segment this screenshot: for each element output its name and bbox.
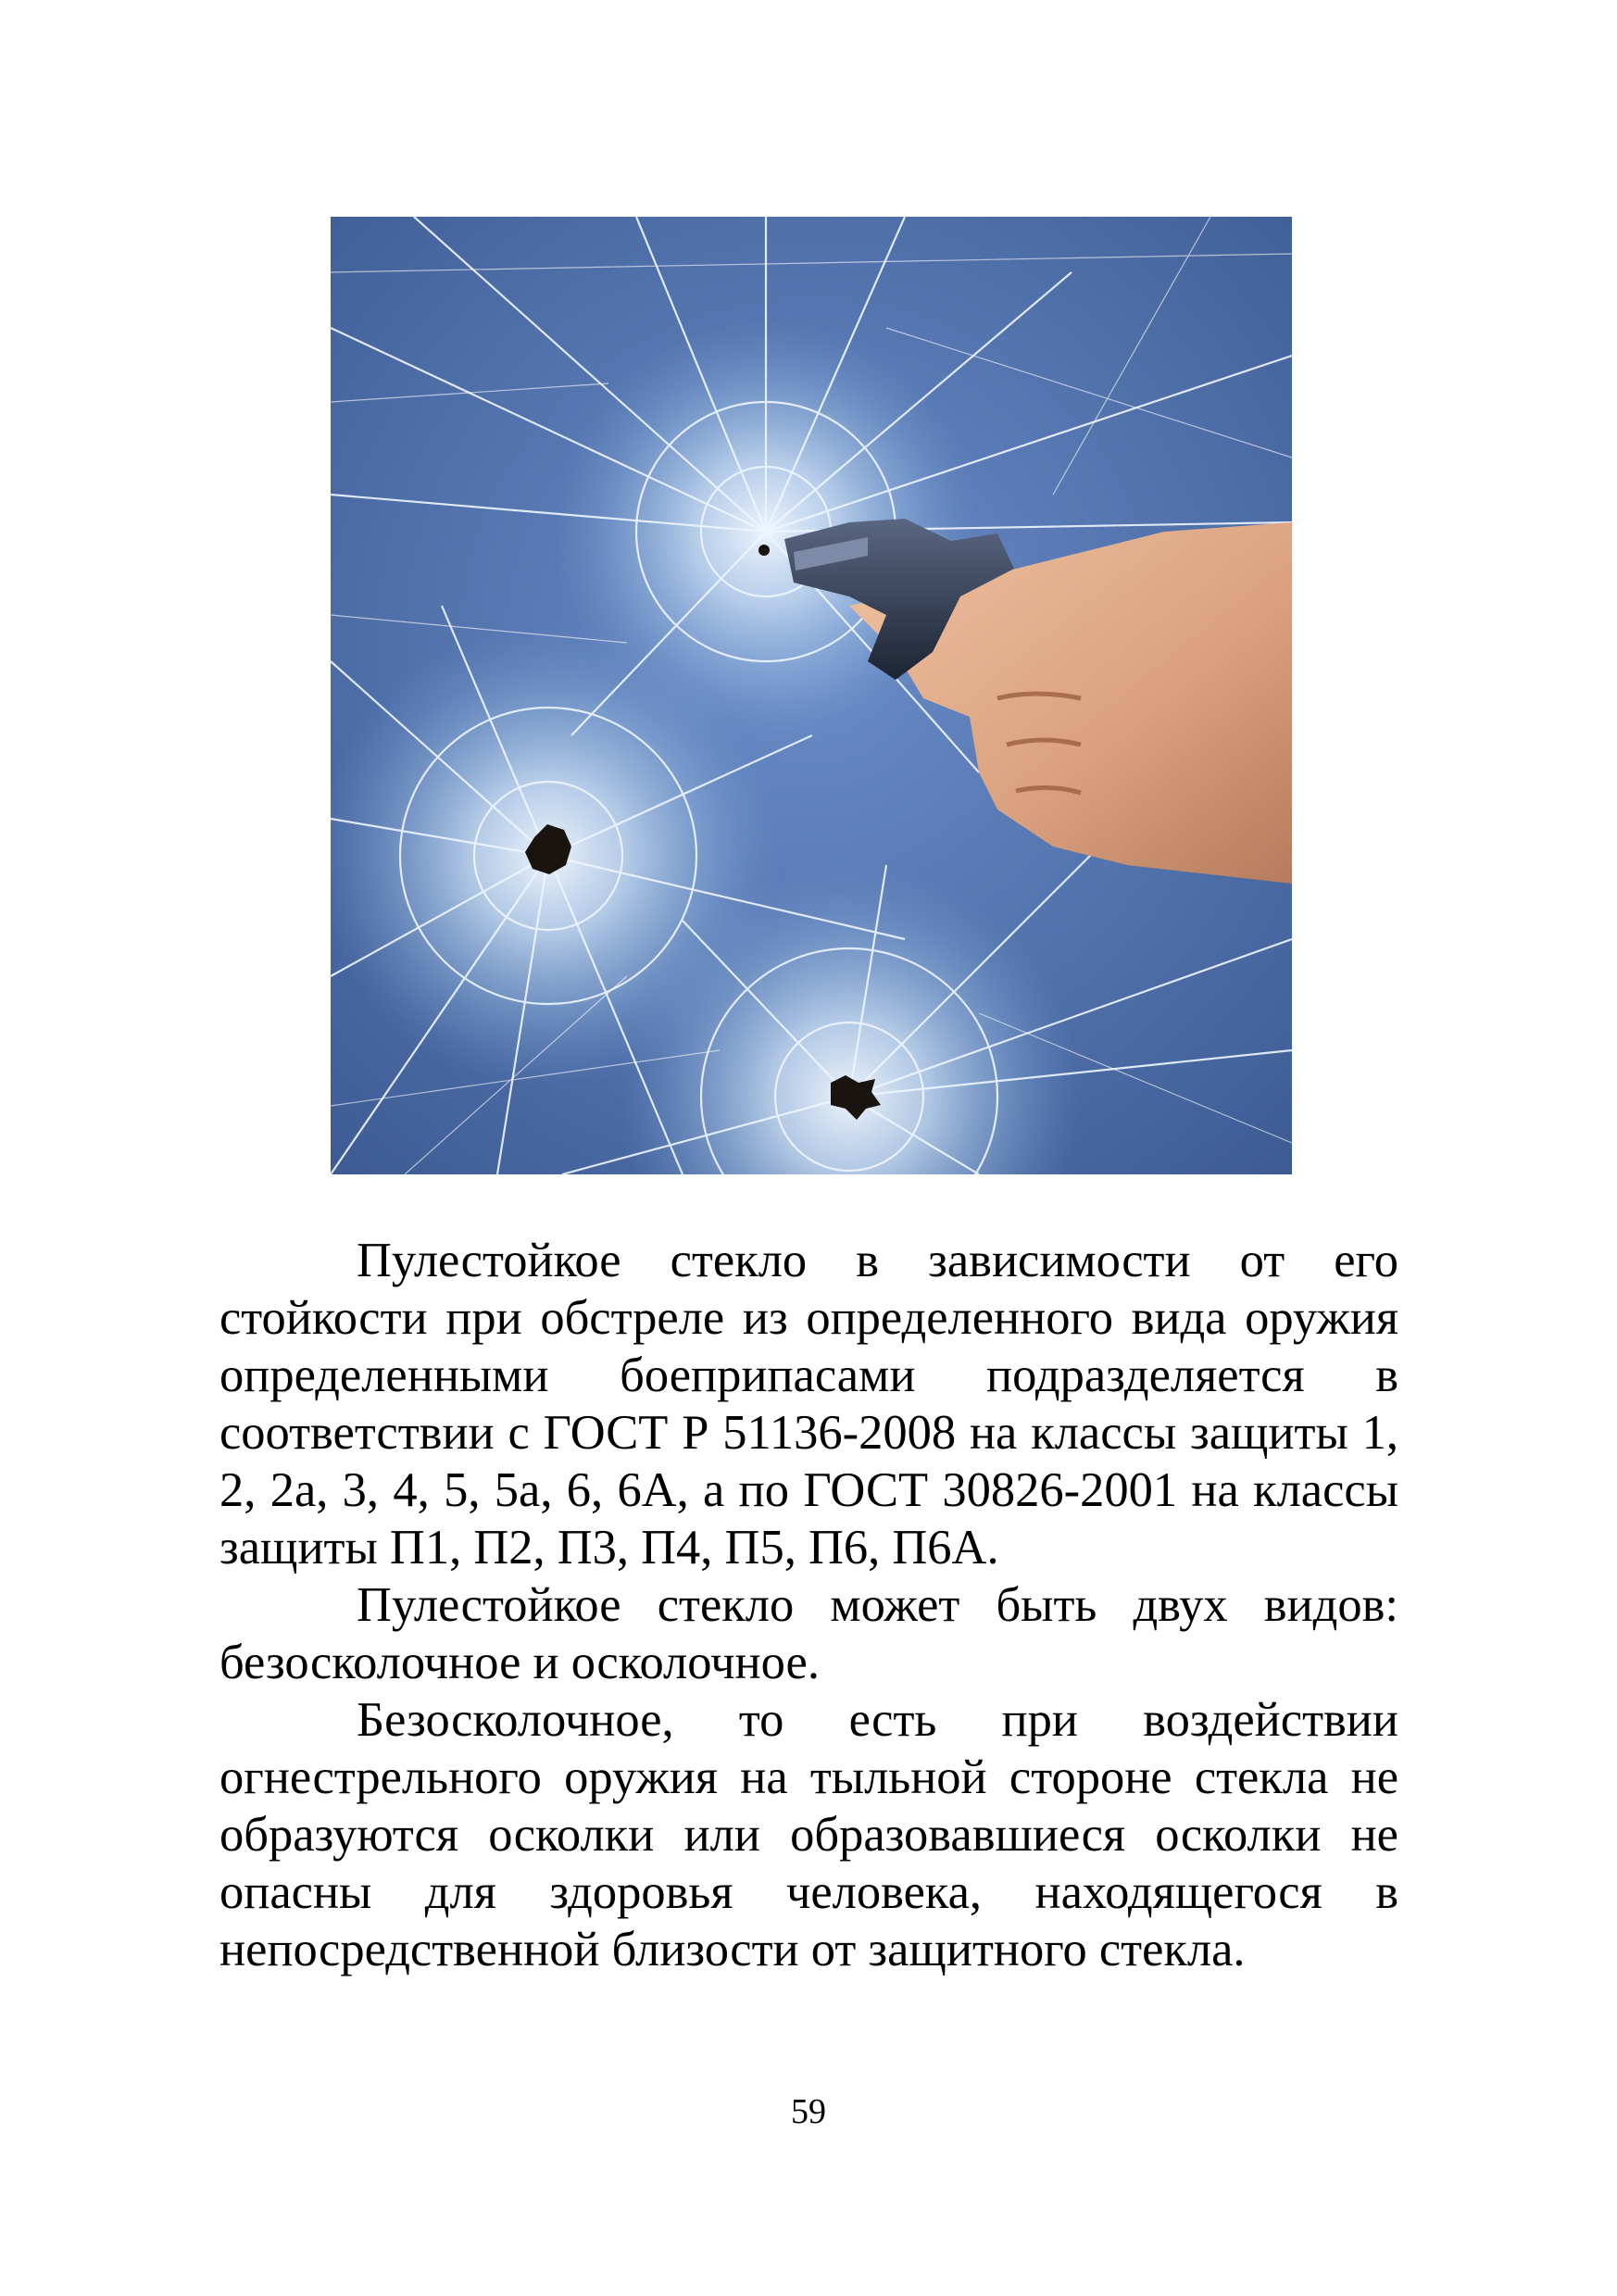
paragraph-3: Безосколочное, то есть при воздействии огнестрельного оружия на тыльной стороне стекла не образуются осколки или образовавшиеся осколки не опасны для здоровья человека, находящегося в непосредственной близости от защитного стекла. [219, 1693, 1398, 1976]
paragraph-2: Пулестойкое стекло может быть двух видов: безосколочное и осколочное. [219, 1578, 1398, 1689]
paragraph-1: Пулестойкое стекло в зависимости от его стойкости при обстреле из определенного вида оружия определенными боеприпасами подразделяется в соответствии с ГОСТ Р 51136-2008 на классы защиты 1, 2, 2а, 3, 4, 5, 5а, 6, 6А, а по ГОСТ 30826-2001 на классы защиты П1, П2, П3, П4, П5, П6, П6А. [219, 1234, 1398, 1575]
bulletproof-glass-photo [331, 217, 1292, 1174]
body-text [219, 1232, 1398, 1978]
page-number: 59 [791, 2092, 826, 2131]
shattered-glass-revolver-icon [331, 217, 1292, 1174]
